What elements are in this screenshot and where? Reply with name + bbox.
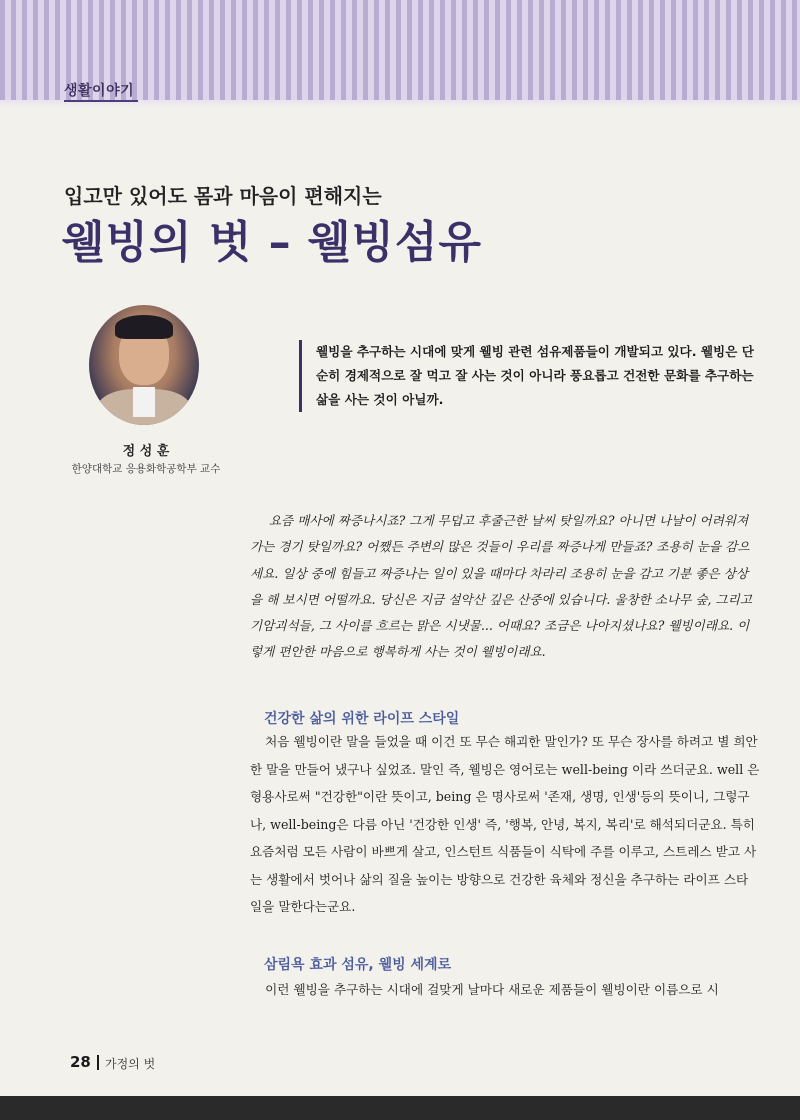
section-label: 생활이야기 [64, 83, 135, 99]
article-subtitle: 입고만 있어도 몸과 마음이 편해지는 [64, 184, 382, 208]
photo-shirt [133, 387, 155, 417]
page-bottom-edge [0, 1096, 800, 1120]
article-title: 웰빙의 벗 – 웰빙섬유 [62, 217, 482, 268]
intro-paragraph [250, 508, 760, 666]
section1-text: 처음 웰빙이란 말을 들었을 때 이건 또 무슨 해괴한 말인가? 또 무슨 장사를 하려고 별 희안한 말을 만들어 냈구나 싶었죠. 말인 즉, 웰빙은 영어로는 well-being 이라 쓰더군요. well 은 형용사로써 "건강한"이란 뜻이고, being 은 명사로써 '존재, 생명, 인생'등의 뜻이니, 그렇구나, well-being은 다름 아닌 '건강한 인생' 즉, '행복, 안녕, 복지, 복리'로 해석되더군요. 특히 요즘처럼 모든 사람이 바쁘게 살고, 인스턴트 식품들이 식탁에 주를 이루고, 스트레스 받고 사는 생활에서 벗어나 삶의 질을 높이는 방향으로 건강한 육체와 정신을 추구하는 라이프 스타일을 말한다는군요. [250, 734, 760, 914]
author-name: 정 성 훈 [122, 444, 170, 459]
lead-paragraph [299, 340, 754, 412]
lead-text: 웰빙을 추구하는 시대에 맞게 웰빙 관련 섬유제품들이 개발되고 있다. 웰빙은 단순히 경제적으로 잘 먹고 잘 사는 것이 아니라 풍요롭고 건전한 문화를 추구하는 삶을 사는 것이 아닐까. [316, 344, 754, 407]
photo-hair [115, 315, 173, 339]
section2-text: 이런 웰빙을 추구하는 시대에 걸맞게 날마다 새로운 제품들이 웰빙이란 이름으로 시 [265, 982, 719, 997]
section2-heading: 삼림욕 효과 섬유, 웰빙 세계로 [264, 957, 452, 973]
section-label-underline [64, 100, 138, 102]
section1-heading: 건강한 삶의 위한 라이프 스타일 [264, 711, 460, 727]
author-photo [89, 305, 199, 425]
page-number: 28 [70, 1053, 91, 1071]
intro-text: 요즘 매사에 짜증나시죠? 그게 무덥고 후줄근한 날씨 탓일까요? 아니면 나날이 어려워져가는 경기 탓일까요? 어쨌든 주변의 많은 것들이 우리를 짜증나게 만들죠? 조용히 눈을 감으세요. 일상 중에 힘들고 짜증나는 일이 있을 때마다 차라리 조용히 눈을 감고 기분 좋은 상상을 해 보시면 어떨까요. 당신은 지금 설악산 깊은 산중에 있습니다. 울창한 소나무 숲, 그리고 기암괴석들, 그 사이를 흐르는 맑은 시냇물... 어때요? 조금은 나아지셨나요? 웰빙이래요. 이렇게 편안한 마음으로 행복하게 사는 것이 웰빙이래요. [250, 513, 753, 660]
author-affiliation: 한양대학교 응용화학공학부 교수 [71, 463, 221, 475]
section1-body [250, 728, 760, 921]
section2-body [250, 976, 760, 1004]
magazine-name: 가정의 벗 [105, 1057, 156, 1071]
footer-separator [97, 1055, 99, 1070]
